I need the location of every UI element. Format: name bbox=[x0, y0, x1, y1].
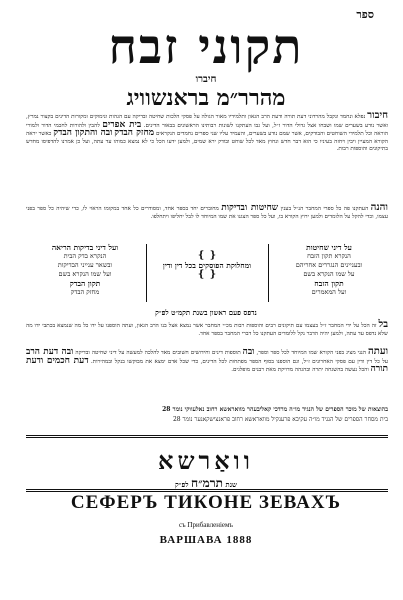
column-left-line: תקון הבדק bbox=[69, 279, 101, 288]
year-prefix: שנת bbox=[225, 480, 237, 489]
section3-text: זה הכל על ידי המחבר ז״ל בעצמו עם תיקונים רבים והוספות רבות מכ״י המחבר אשר נמצא אצל בנו הרב הגאון, ועתה הוספנו על ידו כל מה שנמצא בכתבי ידו מה שלא נדפס עד עתה, ולמען יהיה הדבר נקל ללומדים העתקנו כל דברי המחבר בספר אחד. bbox=[26, 323, 388, 337]
author-name: מהרר״מ בראנשוויג bbox=[126, 85, 286, 111]
brace-ornament: ❴ ❵ bbox=[197, 269, 217, 280]
section4-highlight-1: ובה bbox=[242, 347, 255, 357]
divider-rule bbox=[26, 435, 388, 438]
column-right-line: תקון הזבח bbox=[314, 279, 344, 288]
column-right-line: על שמו הנקרא בשם bbox=[303, 270, 355, 278]
year-value: תרמ״ח bbox=[190, 476, 223, 490]
column-right-line: ובעניינים הנגררים אחריהם bbox=[295, 261, 363, 269]
brace-ornament: ❴ ❵ bbox=[197, 250, 217, 261]
column-left-line: ובשאר ענייני הבדיקות bbox=[57, 261, 113, 269]
city-name: וואַרשא bbox=[158, 446, 254, 475]
section4-paragraph bbox=[26, 348, 388, 375]
section4-text: הנני מציג בפני הקורא שמו המיוחד לכל ספר וספר, bbox=[256, 350, 366, 356]
section4-text-4: והכל נעשה בהשגחה יתרה ובהגהה מדויקת מאת רבנים מופלגים. bbox=[231, 367, 369, 374]
section4-text-3: על כל דין ודין עם פסקי האחרונים ז״ל, וגם הוספנו בסוף הספר מפתחות לכל הדינים, כדי שכל אדם ימצא את מבוקשו בנקל ובמהירות. bbox=[90, 358, 388, 365]
section3-paragraph bbox=[26, 321, 388, 338]
column-divider bbox=[146, 244, 147, 302]
column-middle bbox=[148, 251, 266, 280]
column-middle-note: ומחלוקת הפוסקים בכל דין ודין bbox=[162, 261, 252, 270]
intro-lead-word: חיבור bbox=[367, 110, 389, 121]
column-left-sub: הנקרא בדק הבית bbox=[63, 252, 107, 260]
intro-highlight-1: בית אפרים bbox=[102, 119, 142, 130]
title-page bbox=[20, 8, 392, 596]
section4-text-2: תוספות דינים וחידושים חשובים מאד להלכה למעשה על דיני שחיטה ובדיקה bbox=[75, 350, 241, 356]
intro-highlight-3: ובה והתקון הבדק bbox=[53, 128, 113, 139]
column-right-line: ועל המאמרים bbox=[311, 288, 347, 296]
book-title: תקוני זבח bbox=[108, 19, 304, 75]
column-left bbox=[26, 243, 144, 297]
column-right-head: על דיני שחיטות bbox=[306, 243, 352, 252]
intro-paragraph bbox=[26, 112, 388, 154]
column-divider bbox=[268, 244, 269, 302]
column-left-line: ועל שמו הנקרא בשם bbox=[58, 270, 112, 278]
column-left-line: מחזק הבדק bbox=[70, 288, 100, 296]
section4-lead-word: ועתה bbox=[367, 346, 389, 357]
chibro-label: חיברו bbox=[195, 74, 217, 85]
intro-highlight-2: מחזק הבדק bbox=[114, 128, 155, 139]
russian-city-year: ВАРШАВА 1888 bbox=[159, 534, 253, 546]
section2-paragraph bbox=[26, 204, 388, 221]
intro-text: נפלא ונחמד ונקבל מהרדוני דעת תורה ודעת הרב הגאון ותלמידיו מאור הגולה על פסקי הלכות שחיטה ובדיקה עם הגהות ונימוקים ומקורות הדינים בקצור נמרץ, ואשר נודע בשערים שמו ושבחו אצל גדולי הדור ז״ל, ועל גבו העתקנו לשונות רבותינו הראשונים בבאור הדינים. bbox=[26, 114, 389, 129]
russian-subtitle: съ Прибавленіемъ bbox=[178, 521, 234, 529]
section2-text: העתקנו פה כל ספרי המחבר הנ״ל בענין bbox=[280, 206, 369, 212]
section2-text-2: מחוברים יחד בספר אחד, ומסודרים כל אחד במקומו הראוי לו, כדי שיהיה כל ספר בפני עצמו, וכדי להקל על הלומדים ולמען ירוץ הקורא בו, ועל כל ספר הצגנו את שמו המיוחד לו לבל יחליפו ויתחלפו. bbox=[26, 206, 388, 220]
publisher-line-2: בית מסחר הספרים של הנגיד מו״ה עקיבא פרענקיל מוואראשא רחוב פראנצישקאנער נומר 28 bbox=[172, 416, 388, 423]
sefer-label: ספר bbox=[356, 8, 374, 21]
section4-highlight-2: ובה דעת הרב bbox=[26, 347, 74, 357]
two-column-block bbox=[26, 243, 388, 305]
section3-lead-word: בל bbox=[378, 319, 389, 330]
section2-highlight: שחיטות ובדיקות bbox=[221, 203, 279, 213]
section2-lead-word: והנה bbox=[370, 202, 388, 213]
first-printing-line: נדפס פעם ראשון בשנת תקמ״ט לפ״ק bbox=[155, 308, 257, 317]
section4-highlight-3: דעת חכמים ודעת תורה bbox=[26, 355, 388, 375]
year-suffix: לפ״ק bbox=[175, 480, 189, 489]
russian-title: СЕФЕРЪ ТИКОНЕ ЗЕВАХЪ bbox=[70, 492, 342, 513]
publisher-line-1: בהוצאות של מוכר הספרים של הנגיד מו״ה מרדכי קאליבעהר מוואראשא רחוב נאלעווקי נומר 28 bbox=[162, 406, 388, 413]
column-left-head: ועל דיני בדיקות הריאה bbox=[51, 243, 119, 252]
intro-text-2: להבין ולהורות לחכמי הדור ולמורי הוראה וכל תלמידי השוחטים והבודקים, אשר שמם נודע בשערים, והעמיד עליו שני ספרים נחמדים הנקראים bbox=[26, 122, 389, 138]
column-right bbox=[270, 243, 388, 297]
column-right-sub: הנקרא תקון הזבח bbox=[307, 252, 351, 260]
intro-text-3: כאשר יראה הקורא המעיין ויבין ויחזה בעיניו כי הוא דבר חדש ונחוץ מאד לכל שוחט ובודק ירא שמים, ולמען ידעו הכל כי לא נמצא כמוהו עד עתה, ועל כן אמרנו להדפיסו מחדש בתיקונים והוספות רבות. bbox=[26, 131, 388, 153]
